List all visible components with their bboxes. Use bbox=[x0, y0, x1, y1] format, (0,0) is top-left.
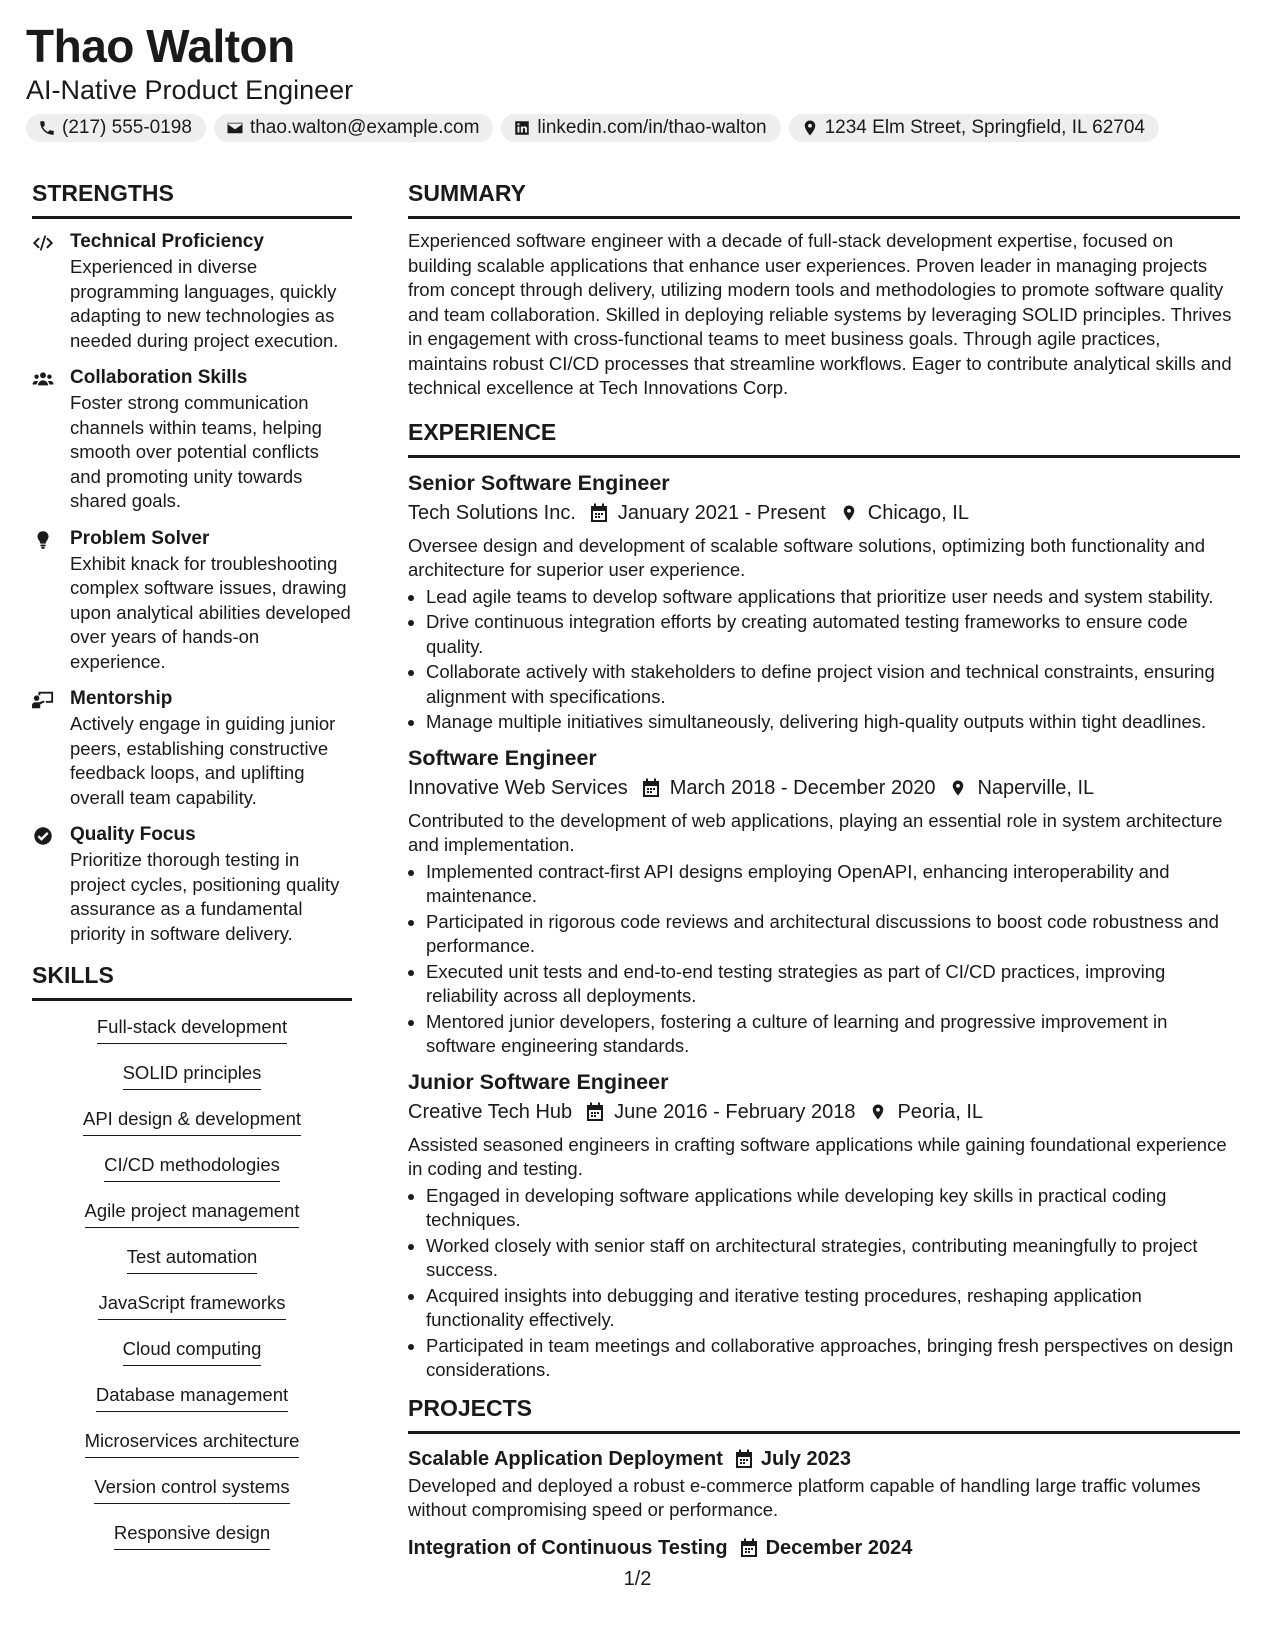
candidate-name: Thao Walton bbox=[26, 20, 295, 72]
users-icon bbox=[32, 369, 54, 389]
calendar-icon bbox=[586, 1102, 604, 1122]
job-description: Oversee design and development of scalable software solutions, optimizing both functionality and architecture for superior user experience. bbox=[408, 534, 1205, 580]
job-bullet: • Executed unit tests and end-to-end testing strategies as part of CI/CD practices, improving reliability across all deployments. bbox=[426, 960, 1240, 1009]
project-title: Scalable Application Deployment bbox=[408, 1447, 723, 1470]
candidate-headline: AI-Native Product Engineer bbox=[26, 75, 354, 105]
summary-heading: SUMMARY bbox=[408, 176, 1240, 219]
phone-icon bbox=[38, 119, 56, 137]
strength-desc: Exhibit knack for troubleshooting complex software issues, drawing upon analytical abilities developed over years of hands-on experience. bbox=[70, 552, 351, 672]
contact-phone[interactable] bbox=[26, 114, 206, 142]
left-column bbox=[32, 176, 352, 1567]
strength-item bbox=[32, 365, 352, 514]
job-bullet: • Collaborate actively with stakeholders to define project vision and technical constraints, ensuring alignment with specifications. bbox=[426, 660, 1240, 709]
map-marker-icon bbox=[949, 778, 967, 798]
skill-item: Cloud computing bbox=[123, 1337, 262, 1366]
job-bullet: • Manage multiple initiatives simultaneously, delivering high-quality outputs within tight deadlines. bbox=[426, 710, 1240, 735]
job-bullets bbox=[408, 585, 1240, 735]
job-bullet: • Engaged in developing software applications while developing key skills in practical coding techniques. bbox=[426, 1184, 1240, 1233]
job-meta bbox=[408, 773, 1240, 803]
job-dates: June 2016 - February 2018 bbox=[614, 1100, 856, 1123]
job-entry bbox=[408, 468, 1240, 735]
strength-title: Problem Solver bbox=[70, 527, 210, 549]
skill-item: Database management bbox=[96, 1383, 288, 1412]
skill-item: CI/CD methodologies bbox=[104, 1153, 280, 1182]
page-number: 1/2 bbox=[623, 1568, 652, 1590]
contact-email[interactable] bbox=[214, 114, 493, 142]
strength-desc: Foster strong communication channels within teams, helping smooth over potential conflicts and promoting unity towards shared goals. bbox=[70, 392, 322, 511]
calendar-icon bbox=[642, 778, 660, 798]
strength-desc: Actively engage in guiding junior peers, establishing constructive feedback loops, and uplifting overall team capability. bbox=[70, 713, 336, 808]
job-company: Innovative Web Services bbox=[408, 776, 628, 799]
calendar-icon bbox=[735, 1449, 753, 1469]
project-date: December 2024 bbox=[765, 1536, 913, 1559]
contact-address bbox=[789, 114, 1159, 142]
map-marker-icon bbox=[840, 503, 858, 523]
strength-title: Quality Focus bbox=[70, 824, 196, 845]
job-bullet: • Acquired insights into debugging and iterative testing procedures, reshaping application functionality effectively. bbox=[426, 1284, 1240, 1333]
job-bullets bbox=[408, 1184, 1240, 1383]
job-bullet: • Implemented contract-first API designs employing OpenAPI, enhancing interoperability and maintenance. bbox=[426, 860, 1240, 909]
project-header bbox=[408, 1533, 1240, 1563]
job-location: Chicago, IL bbox=[867, 501, 969, 524]
skill-item: Agile project management bbox=[85, 1199, 300, 1228]
contact-bar bbox=[26, 114, 1249, 142]
job-bullet: • Mentored junior developers, fostering a culture of learning and progressive improvement in software engineering standards. bbox=[426, 1010, 1240, 1059]
job-company: Creative Tech Hub bbox=[408, 1100, 573, 1123]
skill-item: Version control systems bbox=[94, 1475, 289, 1504]
strength-item bbox=[32, 526, 352, 675]
job-location: Naperville, IL bbox=[977, 776, 1095, 799]
project-description: Developed and deployed a robust e-commerce platform capable of handling large traffic volumes without compromising speed or performance. bbox=[408, 1474, 1201, 1520]
skill-item: SOLID principles bbox=[123, 1061, 262, 1090]
job-description: Contributed to the development of web applications, playing an essential role in system architecture and implementation. bbox=[408, 809, 1223, 855]
skill-item: Test automation bbox=[127, 1245, 258, 1274]
job-entry bbox=[408, 743, 1240, 1059]
chalkboard-teacher-icon bbox=[32, 690, 54, 710]
resume-header bbox=[26, 18, 1249, 142]
projects-heading: PROJECTS bbox=[408, 1391, 1240, 1434]
job-bullet: • Participated in rigorous code reviews and architectural discussions to boost code robustness and performance. bbox=[426, 910, 1240, 959]
skill-item: Responsive design bbox=[114, 1521, 270, 1550]
calendar-icon bbox=[590, 503, 608, 523]
job-title: Senior Software Engineer bbox=[408, 470, 670, 495]
job-dates: January 2021 - Present bbox=[617, 501, 826, 524]
calendar-icon bbox=[740, 1538, 758, 1558]
project-date: July 2023 bbox=[760, 1447, 851, 1470]
map-marker-icon bbox=[801, 119, 819, 137]
job-location: Peoria, IL bbox=[897, 1100, 984, 1123]
project-entry bbox=[408, 1533, 1240, 1563]
skill-item: JavaScript frameworks bbox=[98, 1291, 285, 1320]
linkedin-icon bbox=[513, 119, 531, 137]
strengths-heading: STRENGTHS bbox=[32, 176, 352, 219]
job-meta bbox=[408, 1097, 1240, 1127]
strength-item bbox=[32, 822, 352, 946]
code-icon bbox=[32, 233, 54, 253]
job-company: Tech Solutions Inc. bbox=[408, 501, 576, 524]
strength-title: Technical Proficiency bbox=[70, 231, 264, 252]
project-header bbox=[408, 1444, 1240, 1474]
email-text: thao.walton@example.com bbox=[249, 117, 480, 138]
job-entry bbox=[408, 1067, 1240, 1383]
contact-linkedin[interactable] bbox=[501, 114, 780, 142]
address-text: 1234 Elm Street, Springfield, IL 62704 bbox=[824, 117, 1145, 138]
job-bullet: • Drive continuous integration efforts by creating automated testing frameworks to ensure code quality. bbox=[426, 610, 1240, 659]
strength-title: Mentorship bbox=[70, 688, 173, 709]
strength-title: Collaboration Skills bbox=[70, 367, 248, 388]
project-title: Integration of Continuous Testing bbox=[408, 1536, 728, 1559]
phone-text: (217) 555-0198 bbox=[62, 117, 192, 138]
strength-item bbox=[32, 229, 352, 353]
job-meta bbox=[408, 498, 1240, 528]
experience-heading: EXPERIENCE bbox=[408, 415, 1240, 458]
project-entry bbox=[408, 1444, 1240, 1523]
map-marker-icon bbox=[869, 1102, 887, 1122]
job-title: Software Engineer bbox=[408, 745, 597, 770]
skill-item: Full-stack development bbox=[97, 1015, 287, 1044]
lightbulb-icon bbox=[32, 530, 54, 550]
linkedin-text: linkedin.com/in/thao-walton bbox=[537, 117, 767, 138]
job-bullet: • Participated in team meetings and collaborative approaches, bringing fresh perspectives on design considerations. bbox=[426, 1334, 1240, 1383]
envelope-icon bbox=[226, 119, 244, 137]
skill-item: API design & development bbox=[83, 1107, 301, 1136]
job-bullet: • Worked closely with senior staff on architectural strategies, contributing meaningfully to project success. bbox=[426, 1234, 1240, 1283]
right-column bbox=[408, 176, 1240, 1563]
skills-list bbox=[32, 1015, 352, 1567]
summary-text: Experienced software engineer with a decade of full-stack development expertise, focused on building scalable applications that enhance user experiences. Proven leader in managing projects from concept through delivery, utilizing modern tools and methodologies to promote software quality and team collaboration. Skilled in deploying reliable systems by leveraging SOLID principles. Thrives in engagement with cross-functional teams to meet business goals. Through agile practices, maintains robust CI/CD processes that streamline workflows. Eager to contribute analytical skills and technical excellence at Tech Innovations Corp. bbox=[408, 230, 1232, 398]
strength-desc: Experienced in diverse programming languages, quickly adapting to new technologies as needed during project execution. bbox=[70, 256, 339, 351]
check-circle-icon bbox=[32, 826, 54, 846]
job-bullet: • Lead agile teams to develop software applications that prioritize user needs and system stability. bbox=[426, 585, 1240, 610]
job-bullets bbox=[408, 860, 1240, 1059]
strength-desc: Prioritize thorough testing in project cycles, positioning quality assurance as a fundamental priority in software delivery. bbox=[70, 849, 340, 944]
strength-item bbox=[32, 686, 352, 810]
job-title: Junior Software Engineer bbox=[408, 1069, 669, 1094]
skills-heading: SKILLS bbox=[32, 958, 352, 1001]
skill-item: Microservices architecture bbox=[85, 1429, 300, 1458]
job-dates: March 2018 - December 2020 bbox=[669, 776, 936, 799]
job-description: Assisted seasoned engineers in crafting software applications while gaining foundational experience in coding and testing. bbox=[408, 1133, 1227, 1179]
